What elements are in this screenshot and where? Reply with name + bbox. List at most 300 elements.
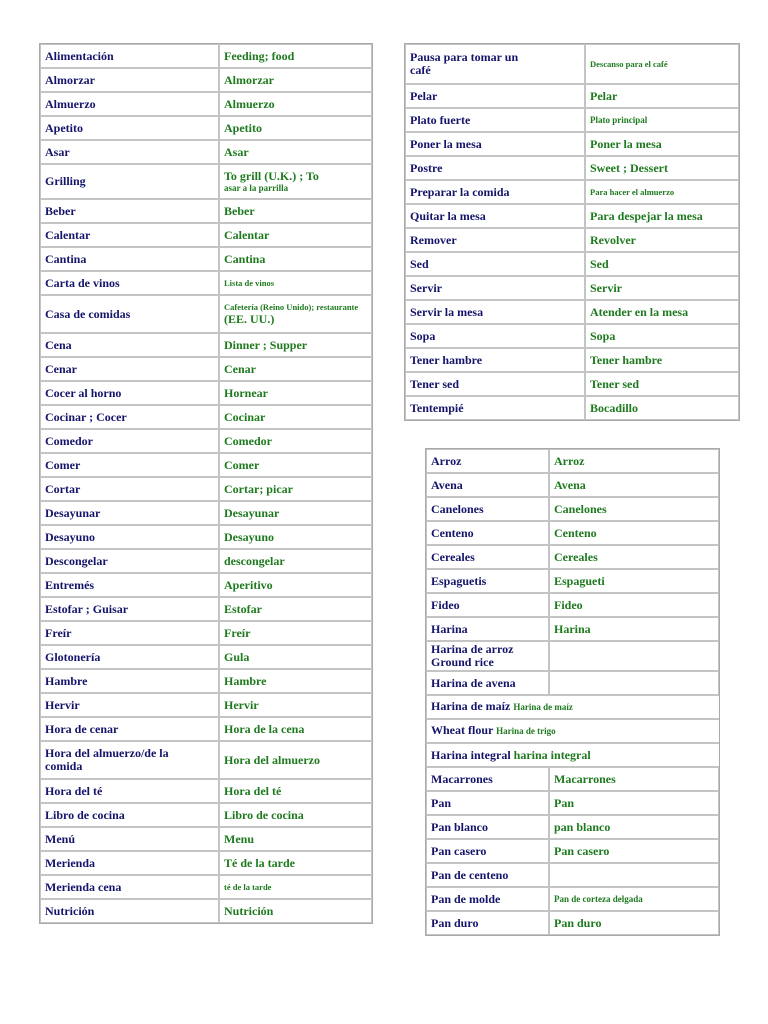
translation-cell: [219, 875, 372, 899]
translation-cell: [549, 569, 719, 593]
translation-cell: [219, 501, 372, 525]
spanish-term: Asar: [45, 144, 70, 159]
translation-cell: [219, 549, 372, 573]
table-row: [426, 719, 719, 743]
spanish-term-cell: [426, 887, 549, 911]
table-row: [40, 779, 372, 803]
translation: Centeno: [554, 525, 597, 540]
spanish-term: Cocer al horno: [45, 385, 122, 400]
translation-cell: [219, 779, 372, 803]
translation-cell: [585, 300, 739, 324]
translation-cell: [219, 621, 372, 645]
spanish-term: Pan: [431, 795, 452, 810]
spanish-term-cell: [405, 252, 585, 276]
spanish-term: Pan de centeno: [431, 867, 509, 882]
spanish-term: Libro de cocina: [45, 807, 125, 822]
translation-small: Lista de vinos: [224, 277, 275, 288]
table-row: [426, 569, 719, 593]
table-row: [405, 132, 739, 156]
spanish-term: Entremés: [45, 577, 95, 592]
spanish-term-cell: [40, 92, 219, 116]
spanish-term: Descongelar: [45, 553, 108, 568]
spanish-term: Harina: [431, 621, 468, 636]
spanish-term: Casa de comidas: [45, 306, 131, 321]
translation: Tener sed: [590, 376, 640, 391]
table-row: [40, 92, 372, 116]
spanish-term: Servir: [410, 280, 442, 295]
table-row: [405, 348, 739, 372]
spanish-term: Harina de maíz: [431, 699, 511, 713]
table-row: [40, 645, 372, 669]
translation: Revolver: [590, 232, 636, 247]
translation: Hora de la cena: [224, 721, 305, 736]
spanish-term: Desayunar: [45, 505, 101, 520]
table-row: [426, 791, 719, 815]
spanish-term: Pan de molde: [431, 891, 501, 906]
spanish-term: Avena: [431, 477, 463, 492]
spanish-term-cell: [405, 108, 585, 132]
spanish-term: Postre: [410, 160, 443, 175]
spanish-term-cell: [40, 669, 219, 693]
spanish-term-cell: [426, 593, 549, 617]
spanish-term: Sopa: [410, 328, 436, 343]
table-row: [40, 717, 372, 741]
table-row: [426, 641, 719, 671]
table-row: [405, 324, 739, 348]
spanish-term: Canelones: [431, 501, 484, 516]
translation-continued: (EE. UU.): [224, 312, 275, 326]
spanish-term-cell: [40, 645, 219, 669]
spanish-term: Remover: [410, 232, 457, 247]
spanish-term: Hora del almuerzo/de la: [45, 746, 169, 760]
translation-cell: [219, 669, 372, 693]
spanish-term: Comer: [45, 457, 81, 472]
table-row: [40, 405, 372, 429]
translation-cell: [549, 815, 719, 839]
table-row: [40, 295, 372, 333]
translation-small: té de la tarde: [224, 881, 272, 892]
table-row: [40, 549, 372, 573]
translation-cell: [219, 851, 372, 875]
translation-cell: [549, 911, 719, 935]
spanish-term-cell: [40, 44, 219, 68]
table-row: [405, 372, 739, 396]
spanish-term-cell: [426, 617, 549, 641]
table-row: [40, 621, 372, 645]
translation: Bocadillo: [590, 400, 639, 415]
translation: Hornear: [224, 385, 268, 400]
translation-cell: [585, 372, 739, 396]
spanish-term: Pan casero: [431, 843, 487, 858]
table-row: [40, 44, 372, 68]
spanish-term: Nutrición: [45, 903, 95, 918]
translation: Pan duro: [554, 915, 602, 930]
translation: Comedor: [224, 433, 272, 448]
translation-small: Pan de corteza delgada: [554, 894, 643, 904]
spanish-term: Alimentación: [45, 48, 114, 63]
spanish-term: Arroz: [431, 453, 462, 468]
table-row: [40, 693, 372, 717]
translation: Hambre: [224, 673, 267, 688]
translation-cell: [219, 199, 372, 223]
translation: pan blanco: [554, 819, 611, 834]
translation-small: Descanso para el café: [590, 58, 668, 69]
translation: Cereales: [554, 549, 598, 564]
table-row: [426, 449, 719, 473]
translation: Harina de maíz: [513, 702, 573, 712]
translation-cell: [219, 164, 372, 199]
table-row: [40, 899, 372, 923]
spanish-term-cell: [426, 497, 549, 521]
table-row: [426, 887, 719, 911]
translation-cell: [219, 477, 372, 501]
translation-cell: [219, 271, 372, 295]
spanish-term: Tener hambre: [410, 352, 483, 367]
translation: Beber: [224, 203, 255, 218]
spanish-term-cell: [405, 276, 585, 300]
table-row: [405, 228, 739, 252]
spanish-term-cell: [40, 875, 219, 899]
table-row: [40, 525, 372, 549]
table-row: [40, 573, 372, 597]
translation: Sopa: [590, 328, 616, 343]
table-row: [426, 521, 719, 545]
translation: Asar: [224, 144, 249, 159]
translation-cell: [219, 333, 372, 357]
spanish-term-cell: [426, 815, 549, 839]
translation-cell: [585, 180, 739, 204]
translation-small: Plato principal: [590, 115, 648, 125]
spanish-term-cell: [40, 247, 219, 271]
spanish-term: Cocinar ; Cocer: [45, 409, 127, 424]
spanish-term-cell: [40, 899, 219, 923]
spanish-term: Hambre: [45, 673, 88, 688]
table-row: [40, 271, 372, 295]
translation: Avena: [554, 477, 586, 492]
translation-cell: [549, 449, 719, 473]
spanish-term: Calentar: [45, 227, 91, 242]
table-row: [426, 497, 719, 521]
spanish-term: Wheat flour: [431, 723, 494, 737]
translation: descongelar: [224, 553, 285, 568]
spanish-term-cell: [40, 501, 219, 525]
translation-small: Para hacer el almuerzo: [590, 186, 675, 197]
translation-cell: [585, 396, 739, 420]
spanish-term: Pan blanco: [431, 819, 489, 834]
spanish-term: Cenar: [45, 361, 77, 376]
translation-cell: [219, 223, 372, 247]
spanish-term: Poner la mesa: [410, 136, 482, 151]
translation: harina integral: [513, 747, 591, 762]
spanish-term-cell: [405, 324, 585, 348]
table-row: [405, 300, 739, 324]
spanish-term-cell: [40, 477, 219, 501]
spanish-term-cell: [40, 405, 219, 429]
spanish-term-cell: [426, 767, 549, 791]
spanish-term: Freír: [45, 625, 72, 640]
translation-cell: [585, 324, 739, 348]
translation: Calentar: [224, 227, 270, 242]
spanish-term-cell: [40, 827, 219, 851]
translation: Sweet ; Dessert: [590, 160, 668, 175]
translation: Menu: [224, 831, 254, 846]
spanish-term: Plato fuerte: [410, 112, 471, 127]
translation-cell: [585, 204, 739, 228]
translation: Desayuno: [224, 529, 275, 544]
translation-cell: [585, 84, 739, 108]
translation-cell: [219, 597, 372, 621]
translation: Macarrones: [554, 771, 616, 786]
translation: Desayunar: [224, 505, 280, 520]
translation-cell: [585, 156, 739, 180]
table-row: [426, 743, 719, 767]
translation: Tener hambre: [590, 352, 663, 367]
translation: Fideo: [554, 597, 583, 612]
spanish-term-cell: [40, 333, 219, 357]
spanish-term-cell: [40, 223, 219, 247]
spanish-term-continued: café: [410, 63, 431, 77]
translation-cell: [219, 116, 372, 140]
spanish-term: Preparar la comida: [410, 184, 510, 199]
spanish-term: Grilling: [45, 174, 86, 188]
translation-cell: [219, 92, 372, 116]
translation-cell: [219, 573, 372, 597]
translation: Pelar: [590, 88, 618, 103]
spanish-term-cell: [40, 851, 219, 875]
table-row: [405, 204, 739, 228]
table-row: [405, 108, 739, 132]
translation: Espagueti: [554, 573, 605, 588]
translation-cell: [585, 228, 739, 252]
table-row: [40, 597, 372, 621]
translation-cell: [219, 803, 372, 827]
table-row: [40, 827, 372, 851]
spanish-term: Menú: [45, 831, 75, 846]
table-row: [40, 116, 372, 140]
spanish-term: Tener sed: [410, 376, 460, 391]
table-row: [405, 180, 739, 204]
spanish-term-cell: [426, 641, 549, 671]
translation-continued: asar a la parrilla: [224, 183, 289, 193]
spanish-term: Harina de avena: [431, 675, 516, 690]
translation: Atender en la mesa: [590, 304, 689, 319]
spanish-term: Harina integral: [431, 747, 511, 762]
spanish-term-cell: [40, 693, 219, 717]
spanish-term-cell: [40, 525, 219, 549]
spanish-term: Carta de vinos: [45, 275, 120, 290]
translation-cell: [549, 593, 719, 617]
translation-cell: [585, 108, 739, 132]
table-row: [40, 68, 372, 92]
spanish-term-cell: [405, 180, 585, 204]
translation-cell: [219, 525, 372, 549]
spanish-term: Cereales: [431, 549, 475, 564]
spanish-term: Quitar la mesa: [410, 208, 486, 223]
spanish-term-cell: [40, 429, 219, 453]
translation-cell: [219, 453, 372, 477]
table-row: [40, 223, 372, 247]
translation: Cocinar: [224, 409, 266, 424]
spanish-term: Beber: [45, 203, 76, 218]
translation-cell: [219, 140, 372, 164]
translation-cell: [549, 521, 719, 545]
table-row: [40, 501, 372, 525]
translation: Pan: [554, 795, 575, 810]
translation-cell: [549, 671, 719, 695]
translation: Té de la tarde: [224, 855, 295, 870]
spanish-term-cell: [40, 573, 219, 597]
translation-cell: [219, 247, 372, 271]
spanish-term: Fideo: [431, 597, 460, 612]
spanish-term-cell: [426, 473, 549, 497]
table-row: [405, 84, 739, 108]
translation-cell: [549, 839, 719, 863]
translation-cell: [219, 295, 372, 333]
spanish-term-cell: [426, 911, 549, 935]
translation: Sed: [590, 256, 609, 271]
spanish-term-cell: [426, 545, 549, 569]
spanish-term: Hora del té: [45, 783, 103, 798]
translation: Libro de cocina: [224, 807, 304, 822]
table-row: [426, 671, 719, 695]
translation-cell: [219, 68, 372, 92]
translation: Feeding; food: [224, 48, 295, 63]
table-row: [426, 593, 719, 617]
table-row: [40, 429, 372, 453]
spanish-term-cell: [426, 839, 549, 863]
spanish-term-cell: [40, 717, 219, 741]
spanish-term-cell: [426, 791, 549, 815]
translation: Almuerzo: [224, 96, 275, 111]
spanish-term-cell: [40, 164, 219, 199]
table-row: [40, 357, 372, 381]
table-row: [40, 381, 372, 405]
spanish-term: Pan duro: [431, 915, 479, 930]
translation: Comer: [224, 457, 260, 472]
spanish-term: Desayuno: [45, 529, 96, 544]
table-row: [40, 453, 372, 477]
spanish-term: Cortar: [45, 481, 81, 496]
translation: Dinner ; Supper: [224, 337, 308, 352]
translation-cell: [219, 899, 372, 923]
table-row: [426, 545, 719, 569]
table-row: [405, 396, 739, 420]
translation-small: Cafetería (Reino Unido); restaurante: [224, 302, 359, 312]
spanish-term-cell: [40, 295, 219, 333]
translation-cell: [219, 357, 372, 381]
table-row: [405, 252, 739, 276]
translation: Harina: [554, 621, 591, 636]
spanish-term: Hora de cenar: [45, 721, 119, 736]
spanish-term: Hervir: [45, 697, 80, 712]
table-row: [40, 851, 372, 875]
translation: Para despejar la mesa: [590, 208, 703, 223]
spanish-term-cell: [405, 228, 585, 252]
translation-cell: [549, 887, 719, 911]
table-row: [426, 815, 719, 839]
spanish-term: Merienda: [45, 855, 95, 870]
translation: Harina de trigo: [496, 726, 556, 736]
translation-cell: [219, 693, 372, 717]
table-row: [40, 669, 372, 693]
translation-cell: [585, 276, 739, 300]
table-row: [426, 695, 719, 719]
translation-cell: [219, 717, 372, 741]
spanish-term-continued: comida: [45, 759, 83, 773]
spanish-term: Harina de arroz Ground rice: [431, 642, 514, 669]
table-row: [40, 803, 372, 827]
translation-cell: [549, 767, 719, 791]
table-row: [40, 164, 372, 199]
translation: Poner la mesa: [590, 136, 662, 151]
translation-cell: [549, 497, 719, 521]
translation: Cortar; picar: [224, 481, 293, 496]
translation-cell: [549, 641, 719, 671]
table-row: [40, 875, 372, 899]
spanish-term-cell: [40, 68, 219, 92]
spanish-term-cell: [40, 803, 219, 827]
spanish-term-cell: [40, 116, 219, 140]
translation-cell: [549, 545, 719, 569]
spanish-term: Merienda cena: [45, 879, 122, 894]
translation-cell: [219, 741, 372, 779]
spanish-term-cell: [40, 271, 219, 295]
spanish-term: Espaguetis: [431, 573, 487, 588]
spanish-term-cell: [405, 156, 585, 180]
table-row: [426, 839, 719, 863]
translation-cell: [585, 44, 739, 84]
translation: Estofar: [224, 601, 262, 616]
translation-cell: [549, 791, 719, 815]
spanish-term: Sed: [410, 256, 429, 271]
vocabulary-table-1: [39, 43, 373, 924]
translation-cell: [219, 645, 372, 669]
table-row: [426, 617, 719, 641]
translation: Freír: [224, 625, 251, 640]
translation: Almorzar: [224, 72, 274, 87]
translation: Cenar: [224, 361, 256, 376]
spanish-term: Comedor: [45, 433, 93, 448]
spanish-term-cell: [40, 741, 219, 779]
table-row: [40, 477, 372, 501]
spanish-term-cell: [405, 348, 585, 372]
spanish-term: Almuerzo: [45, 96, 96, 111]
translation: To grill (U.K.) ; To: [224, 169, 319, 183]
spanish-term-cell: [426, 449, 549, 473]
translation-cell: [219, 44, 372, 68]
spanish-term-cell: [426, 569, 549, 593]
spanish-term-cell: [40, 140, 219, 164]
table-row: [405, 44, 739, 84]
spanish-term: Centeno: [431, 525, 474, 540]
spanish-term-cell: [40, 549, 219, 573]
table-row: [426, 863, 719, 887]
vocabulary-table-2: [404, 43, 740, 421]
translation-cell: [585, 348, 739, 372]
table-row: [426, 911, 719, 935]
translation: Cantina: [224, 251, 266, 266]
table-row: [405, 276, 739, 300]
table-row: [40, 199, 372, 223]
spanish-term-cell: [40, 597, 219, 621]
vocabulary-table-3: [425, 448, 720, 936]
table-row: [40, 741, 372, 779]
spanish-term-cell: [40, 621, 219, 645]
spanish-term: Macarrones: [431, 771, 493, 786]
spanish-term: Estofar ; Guisar: [45, 601, 129, 616]
spanish-term: Tentempié: [410, 400, 464, 415]
spanish-term-cell: [405, 300, 585, 324]
